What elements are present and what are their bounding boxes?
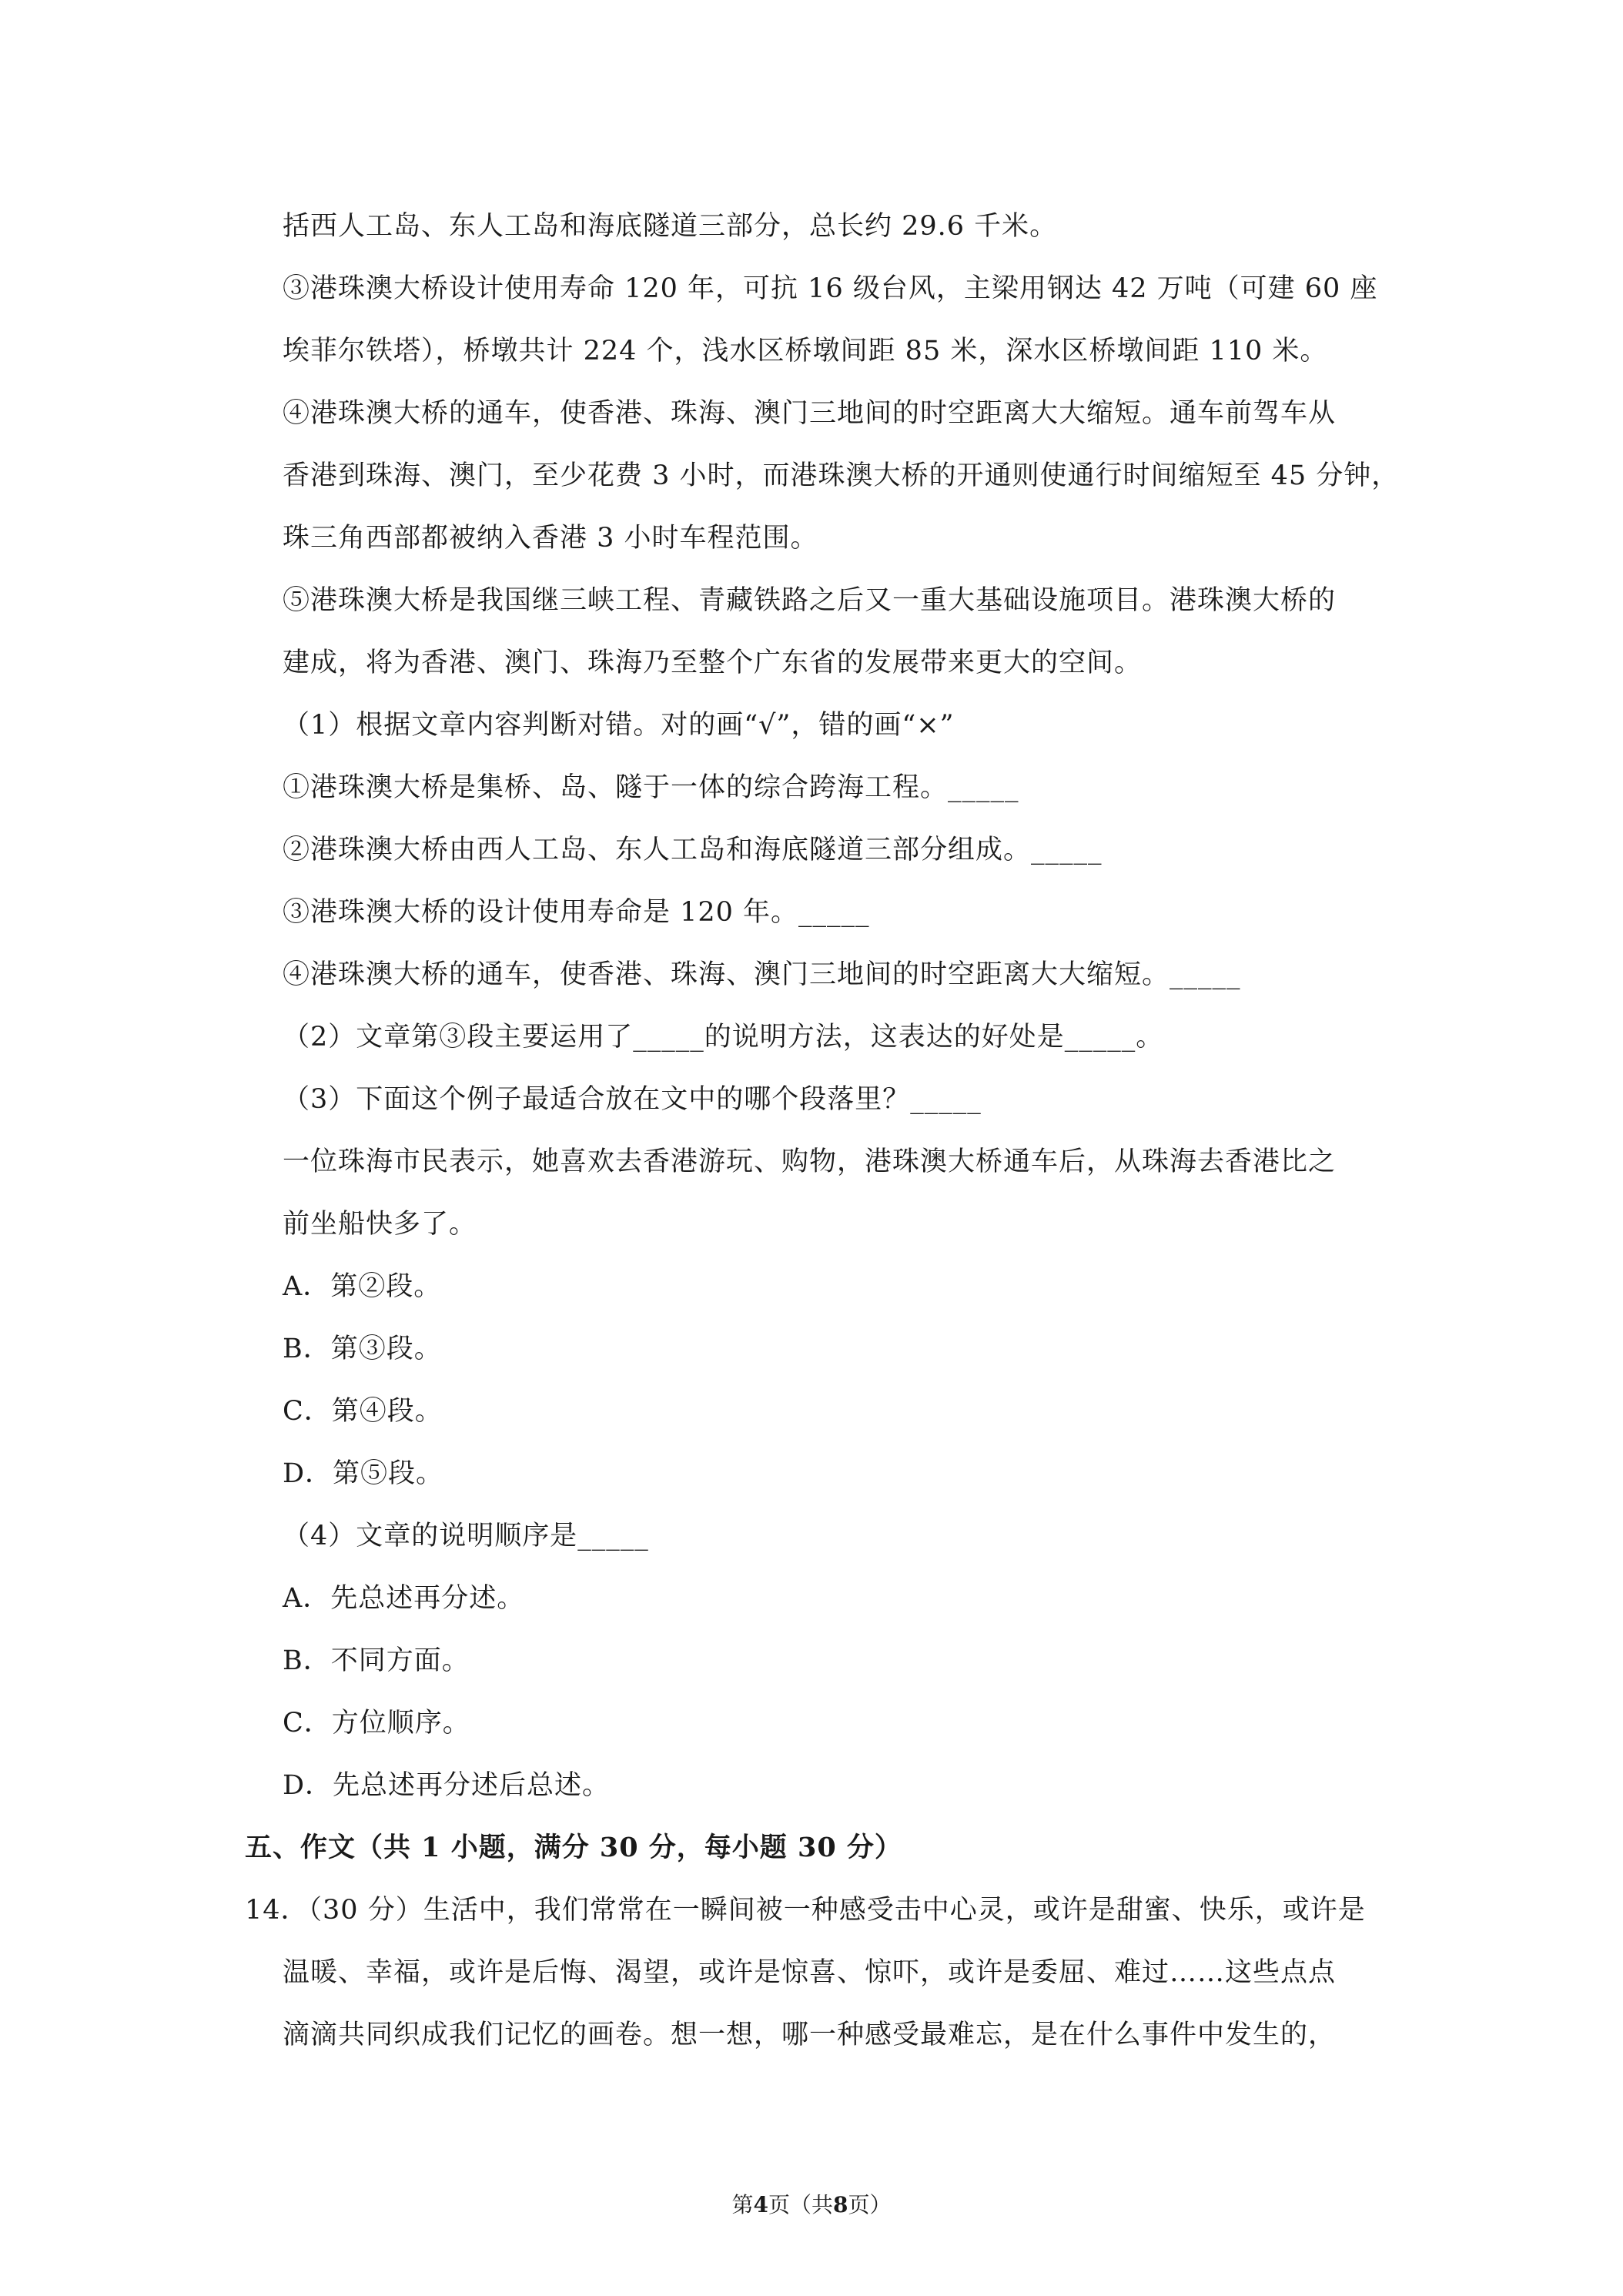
footer-page-number: 4: [753, 2192, 768, 2217]
footer-suffix: 页）: [848, 2192, 892, 2217]
question-3-example-line-2: 前坐船快多了。: [283, 1209, 477, 1240]
question-3-option: C．第④段。: [283, 1396, 443, 1427]
question-3-prompt: （3）下面这个例子最适合放在文中的哪个段落里？_____: [283, 1084, 982, 1115]
question-14-line-1: 14．（30 分）生活中，我们常常在一瞬间被一种感受击中心灵，或许是甜蜜、快乐，或许是: [245, 1895, 1366, 1926]
question-3-option: A．第②段。: [283, 1271, 442, 1302]
question-4-prompt: （4）文章的说明顺序是_____: [283, 1521, 649, 1551]
paragraph-4-line-3: 珠三角西部都被纳入香港 3 小时车程范围。: [283, 523, 818, 554]
question-3-option: B．第③段。: [283, 1334, 442, 1364]
paragraph-2-tail: 括西人工岛、东人工岛和海底隧道三部分，总长约 29.6 千米。: [283, 211, 1058, 242]
question-1-item: ②港珠澳大桥由西人工岛、东人工岛和海底隧道三部分组成。_____: [283, 835, 1103, 865]
question-1-item: ③港珠澳大桥的设计使用寿命是 120 年。_____: [283, 897, 870, 928]
paragraph-5-line-1: ⑤港珠澳大桥是我国继三峡工程、青藏铁路之后又一重大基础设施项目。港珠澳大桥的: [283, 585, 1337, 616]
footer-mid: 页（共: [768, 2192, 833, 2217]
paragraph-4-line-1: ④港珠澳大桥的通车，使香港、珠海、澳门三地间的时空距离大大缩短。通车前驾车从: [283, 398, 1337, 429]
section-5-heading: 五、作文（共 1 小题，满分 30 分，每小题 30 分）: [245, 1832, 902, 1863]
question-14-line-2: 温暖、幸福，或许是后悔、渴望，或许是惊喜、惊吓，或许是委屈、难过……这些点点: [283, 1957, 1337, 1988]
paragraph-3-line-1: ③港珠澳大桥设计使用寿命 120 年，可抗 16 级台风，主梁用钢达 42 万吨（可建 60 座: [283, 273, 1378, 304]
footer-prefix: 第: [731, 2192, 754, 2217]
question-3-example-line-1: 一位珠海市民表示，她喜欢去香港游玩、购物，港珠澳大桥通车后，从珠海去香港比之: [283, 1146, 1337, 1177]
question-4-option: D．先总述再分述后总述。: [283, 1770, 611, 1801]
paragraph-5-line-2: 建成，将为香港、澳门、珠海乃至整个广东省的发展带来更大的空间。: [283, 648, 1143, 678]
question-1-item: ①港珠澳大桥是集桥、岛、隧于一体的综合跨海工程。_____: [283, 772, 1019, 803]
question-4-option: C．方位顺序。: [283, 1708, 470, 1739]
footer-total-pages: 8: [833, 2192, 848, 2217]
page-footer: [0, 2191, 1623, 2219]
question-4-option: A．先总述再分述。: [283, 1583, 525, 1614]
paragraph-3-line-2: 埃菲尔铁塔），桥墩共计 224 个，浅水区桥墩间距 85 米，深水区桥墩间距 110 米。: [283, 336, 1328, 366]
question-2-prompt: （2）文章第③段主要运用了_____的说明方法，这表达的好处是_____。: [283, 1022, 1164, 1053]
paragraph-4-line-2: 香港到珠海、澳门，至少花费 3 小时，而港珠澳大桥的开通则使通行时间缩短至 45 分钟，: [283, 460, 1400, 491]
question-4-option: B．不同方面。: [283, 1645, 470, 1676]
question-3-option: D．第⑤段。: [283, 1458, 444, 1489]
question-1-prompt: （1）根据文章内容判断对错。对的画“√”，错的画“×”: [283, 710, 955, 741]
question-1-item: ④港珠澳大桥的通车，使香港、珠海、澳门三地间的时空距离大大缩短。_____: [283, 959, 1241, 990]
question-14-line-3: 滴滴共同织成我们记忆的画卷。想一想，哪一种感受最难忘，是在什么事件中发生的，: [283, 2020, 1337, 2050]
